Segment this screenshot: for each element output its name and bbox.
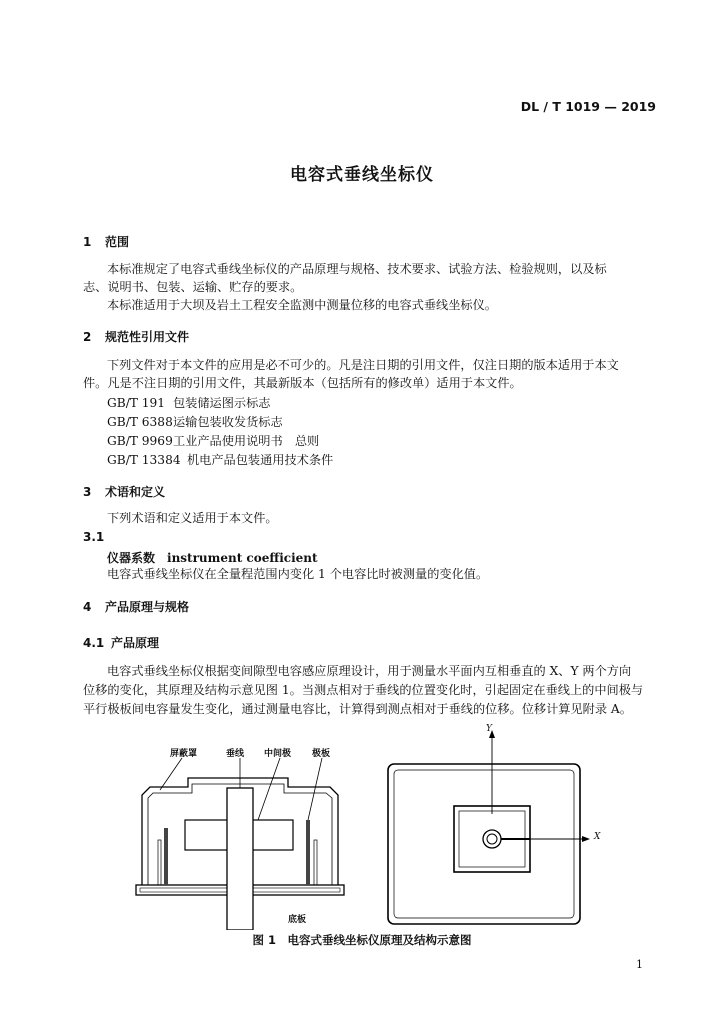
reference-item	[107, 451, 333, 468]
plan-view-diagram	[380, 722, 610, 930]
plate-support	[314, 840, 317, 885]
reference-title: 机电产品包装通用技术条件	[187, 453, 334, 467]
subsection-4-1-heading	[83, 634, 159, 651]
plate-support	[158, 840, 161, 885]
label-base: 底板	[288, 915, 307, 925]
section-1-heading	[83, 233, 129, 250]
paragraph-continuation: 位移的变化，其原理及结构示意见图 1。当测点相对于垂线的位置变化时，引起固定在垂线上的中间极与	[83, 683, 644, 697]
label-plate: 极板	[312, 749, 331, 759]
section-number: 1	[83, 235, 92, 249]
section-title: 术语和定义	[105, 485, 166, 499]
section-title: 规范性引用文件	[105, 330, 190, 344]
paragraph: 本标准规定了电容式垂线坐标仪的产品原理与规格、技术要求、试验方法、检验规则，以及标	[107, 262, 607, 276]
paragraph-continuation: 志、说明书、包装、运输、贮存的要求。	[83, 280, 303, 294]
wire-circle-outer	[483, 830, 501, 848]
term-definition: 电容式垂线坐标仪在全量程范围内变化 1 个电容比时被测量的变化值。	[107, 567, 489, 581]
section-4-heading	[83, 598, 189, 615]
reference-code: GB/T 13384	[107, 453, 181, 467]
subsection-title: 产品原理	[111, 636, 160, 650]
paragraph-continuation: 件。凡是不注日期的引用文件，其最新版本（包括所有的修改单）适用于本文件。	[83, 376, 522, 390]
subsection-number: 4.1	[83, 636, 105, 650]
label-wire: 垂线	[226, 749, 245, 759]
term-english: instrument coefficient	[167, 551, 318, 565]
section-3-heading	[83, 483, 165, 500]
figure-caption: 图 1 电容式垂线坐标仪原理及结构示意图	[252, 933, 472, 947]
reference-title: 包装储运图示标志	[173, 396, 271, 410]
x-axis-arrow	[582, 836, 590, 842]
axis-x-label: X	[594, 832, 601, 842]
page-number: 1	[636, 958, 643, 971]
section-number: 3	[83, 485, 92, 499]
reference-title: 运输包装收发货标志	[173, 415, 283, 429]
label-shield: 屏蔽罩	[170, 749, 198, 759]
plan-view-svg	[380, 722, 610, 930]
section-title: 产品原理与规格	[105, 600, 190, 614]
term-chinese: 仪器系数	[107, 551, 156, 565]
reference-item	[107, 432, 319, 449]
section-title: 范围	[105, 235, 130, 249]
section-number: 4	[83, 600, 92, 614]
leader-line	[160, 758, 182, 790]
plate-right	[306, 820, 310, 885]
leader-line	[308, 758, 322, 820]
axis-y-label: Y	[486, 724, 492, 734]
wire-circle-inner	[487, 834, 497, 844]
structure-diagram	[130, 740, 360, 930]
leader-line	[258, 758, 280, 820]
section-number: 2	[83, 330, 92, 344]
reference-item	[107, 394, 271, 411]
plate-left	[164, 828, 168, 885]
reference-item	[107, 413, 283, 430]
reference-code: GB/T 6388	[107, 415, 173, 429]
structure-diagram-svg	[130, 740, 360, 930]
term-entry	[107, 549, 318, 566]
section-2-heading	[83, 328, 189, 345]
document-title: 电容式垂线坐标仪	[290, 165, 434, 185]
paragraph: 本标准适用于大坝及岩土工程安全监测中测量位移的电容式垂线坐标仪。	[107, 298, 497, 312]
paragraph-continuation: 平行极板间电容量发生变化，通过测量电容比，计算得到测点相对于垂线的位移。位移计算见附录 A。	[83, 702, 632, 716]
standard-code: DL / T 1019 — 2019	[520, 99, 656, 114]
reference-code: GB/T 191	[107, 396, 166, 410]
subsection-number: 3.1	[83, 530, 105, 544]
reference-title: 工业产品使用说明书 总则	[173, 434, 320, 448]
paragraph: 下列术语和定义适用于本文件。	[107, 511, 278, 525]
paragraph: 下列文件对于本文件的应用是必不可少的。凡是注日期的引用文件，仅注日期的版本适用于本文	[107, 358, 619, 372]
plumb-line	[227, 788, 253, 930]
paragraph: 电容式垂线坐标仪根据变间隙型电容感应原理设计，用于测量水平面内互相垂直的 X、Y 两个方向	[107, 664, 632, 678]
label-middle: 中间极	[264, 749, 292, 759]
reference-code: GB/T 9969	[107, 434, 173, 448]
